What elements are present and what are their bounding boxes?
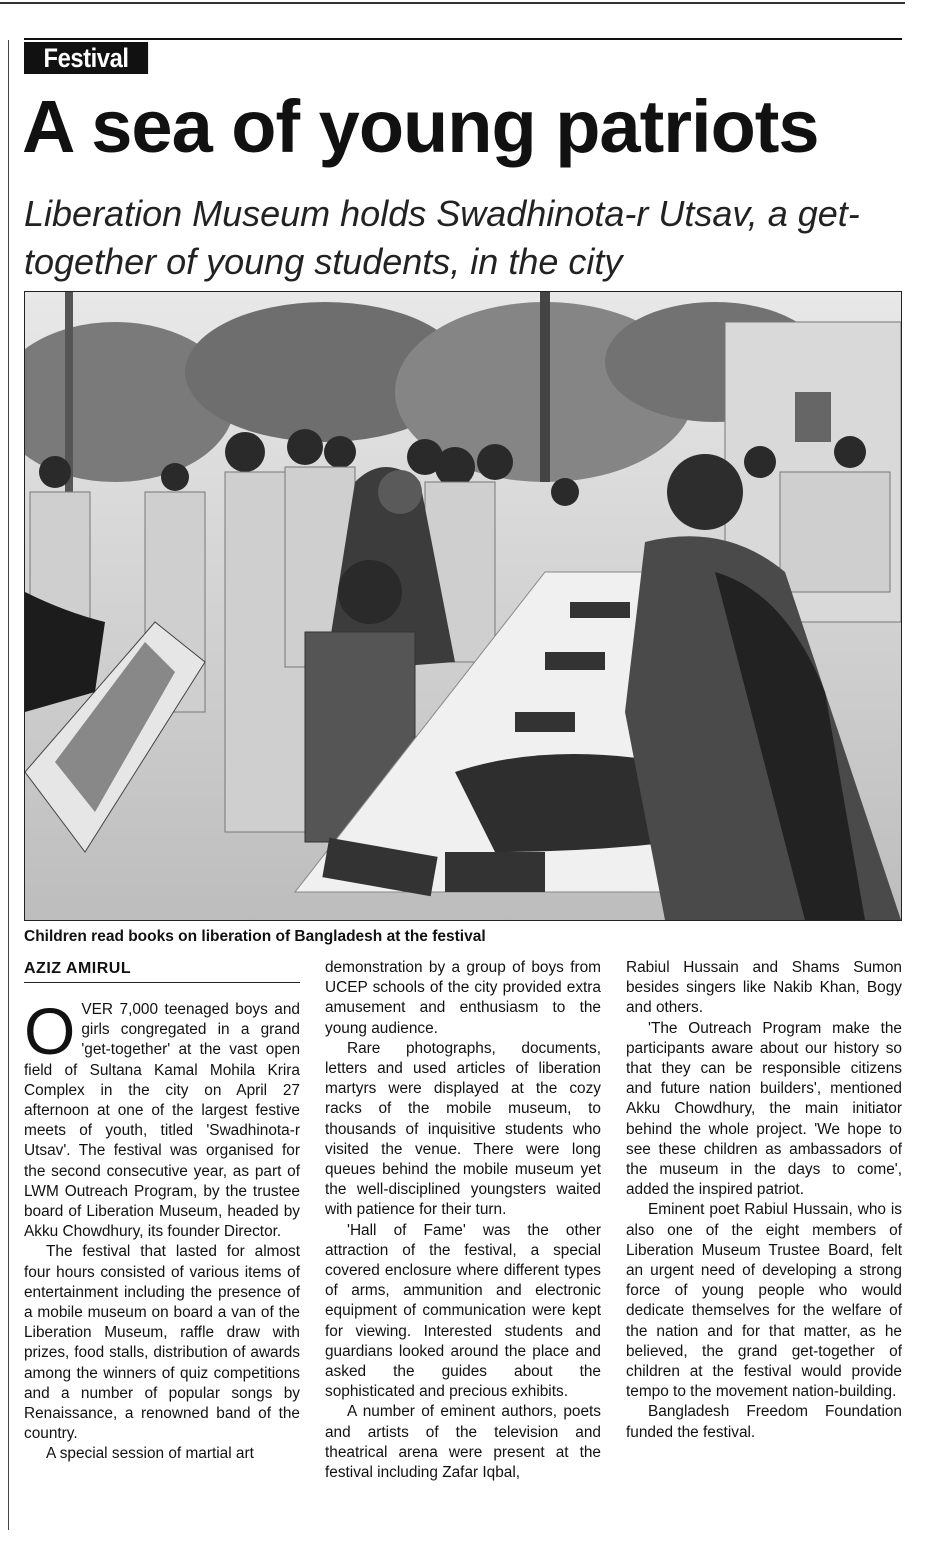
paragraph: Rare photographs, documents, letters and used articles of liberation martyrs were displayed at the cozy racks of the mobile museum, to thousands of inquisitive students who visited the venue. There were long queues behind the mobile museum yet the well-disciplined youngsters waited with patience for their turn. bbox=[325, 1039, 601, 1219]
photo-icon bbox=[25, 292, 901, 920]
paragraph: demonstration by a group of boys from UCEP schools of the city provided extra amusement and enthusiasm to the young audience. bbox=[325, 959, 601, 1037]
paragraph: The festival that lasted for almost four hours consisted of various items of entertainment including the presence of a mobile museum on board a van of the Liberation Museum, raffle draw with prizes, food stalls, distribution of awards among the winners of quiz competitions and a number of popular songs by Renaissance, a renowned band of the country. bbox=[24, 1243, 300, 1443]
paragraph: Eminent poet Rabiul Hussain, who is also one of the eight members of Liberation Museum Trustee Board, felt an urgent need of developing a strong force of young people who would dedicate themselves for the welfare of the nation and for that matter, as he believed, the grand get-together of children at the festival would provide tempo to the movement nation-building. bbox=[626, 1201, 902, 1401]
paragraph: A number of eminent authors, poets and artists of the television and theatrical arena were present at the festival including Zafar Iqbal, bbox=[325, 1403, 601, 1482]
dropcap: O bbox=[24, 994, 76, 1068]
subheadline: Liberation Museum holds Swadhinota-r Utsav, a get-together of young students, in the city bbox=[24, 193, 860, 282]
paragraph: Rabiul Hussain and Shams Sumon besides singers like Nakib Khan, Bogy and others. bbox=[626, 959, 902, 1017]
paragraph: 'Hall of Fame' was the other attraction of the festival, a special covered enclosure where different types of arms, ammunition and electronic equipment of communication were kept for viewing. Interested students and guardians looked around the place and asked the guides about the sophisticated and precious exhibits. bbox=[325, 1221, 601, 1401]
byline: AZIZ AMIRUL bbox=[24, 960, 132, 977]
paragraph-text: VER 7,000 teenaged boys and girls congregated in a grand 'get-together' at the vast open field of Sultana Kamal Mohila Krira Complex in the city on April 27 afternoon at one of the largest festive meets of youth, titled 'Swadhinota-r Utsav'. The festival was organised for the second consecutive year, as part of LWM Outreach Program, by the trustee board of Liberation Museum, headed by Akku Chowdhury, its founder Director. bbox=[24, 1001, 300, 1241]
byline-rule bbox=[24, 982, 300, 983]
paragraph bbox=[24, 994, 300, 1242]
paragraph: Bangladesh Freedom Foundation funded the festival. bbox=[626, 1403, 902, 1441]
header-rule bbox=[24, 38, 902, 40]
photo-caption: Children read books on liberation of Bangladesh at the festival bbox=[24, 928, 486, 945]
paragraph: 'The Outreach Program make the participants aware about our history so that they can be responsible citizens and future nation builders', mentioned Akku Chowdhury, the main initiator behind the whole project. 'We hope to see these children as ambassadors of the museum in the days to come', added the inspired patriot. bbox=[626, 1019, 902, 1199]
column-divider bbox=[8, 40, 9, 1530]
top-rule bbox=[0, 2, 905, 4]
article-column-1 bbox=[24, 994, 300, 1535]
article-column-3 bbox=[626, 958, 902, 1443]
news-photo bbox=[24, 291, 902, 921]
paragraph: A special session of martial art bbox=[46, 1445, 254, 1463]
headline: A sea of young patriots bbox=[22, 85, 819, 168]
article-column-2 bbox=[325, 958, 601, 1483]
section-label: Festival bbox=[24, 42, 148, 74]
